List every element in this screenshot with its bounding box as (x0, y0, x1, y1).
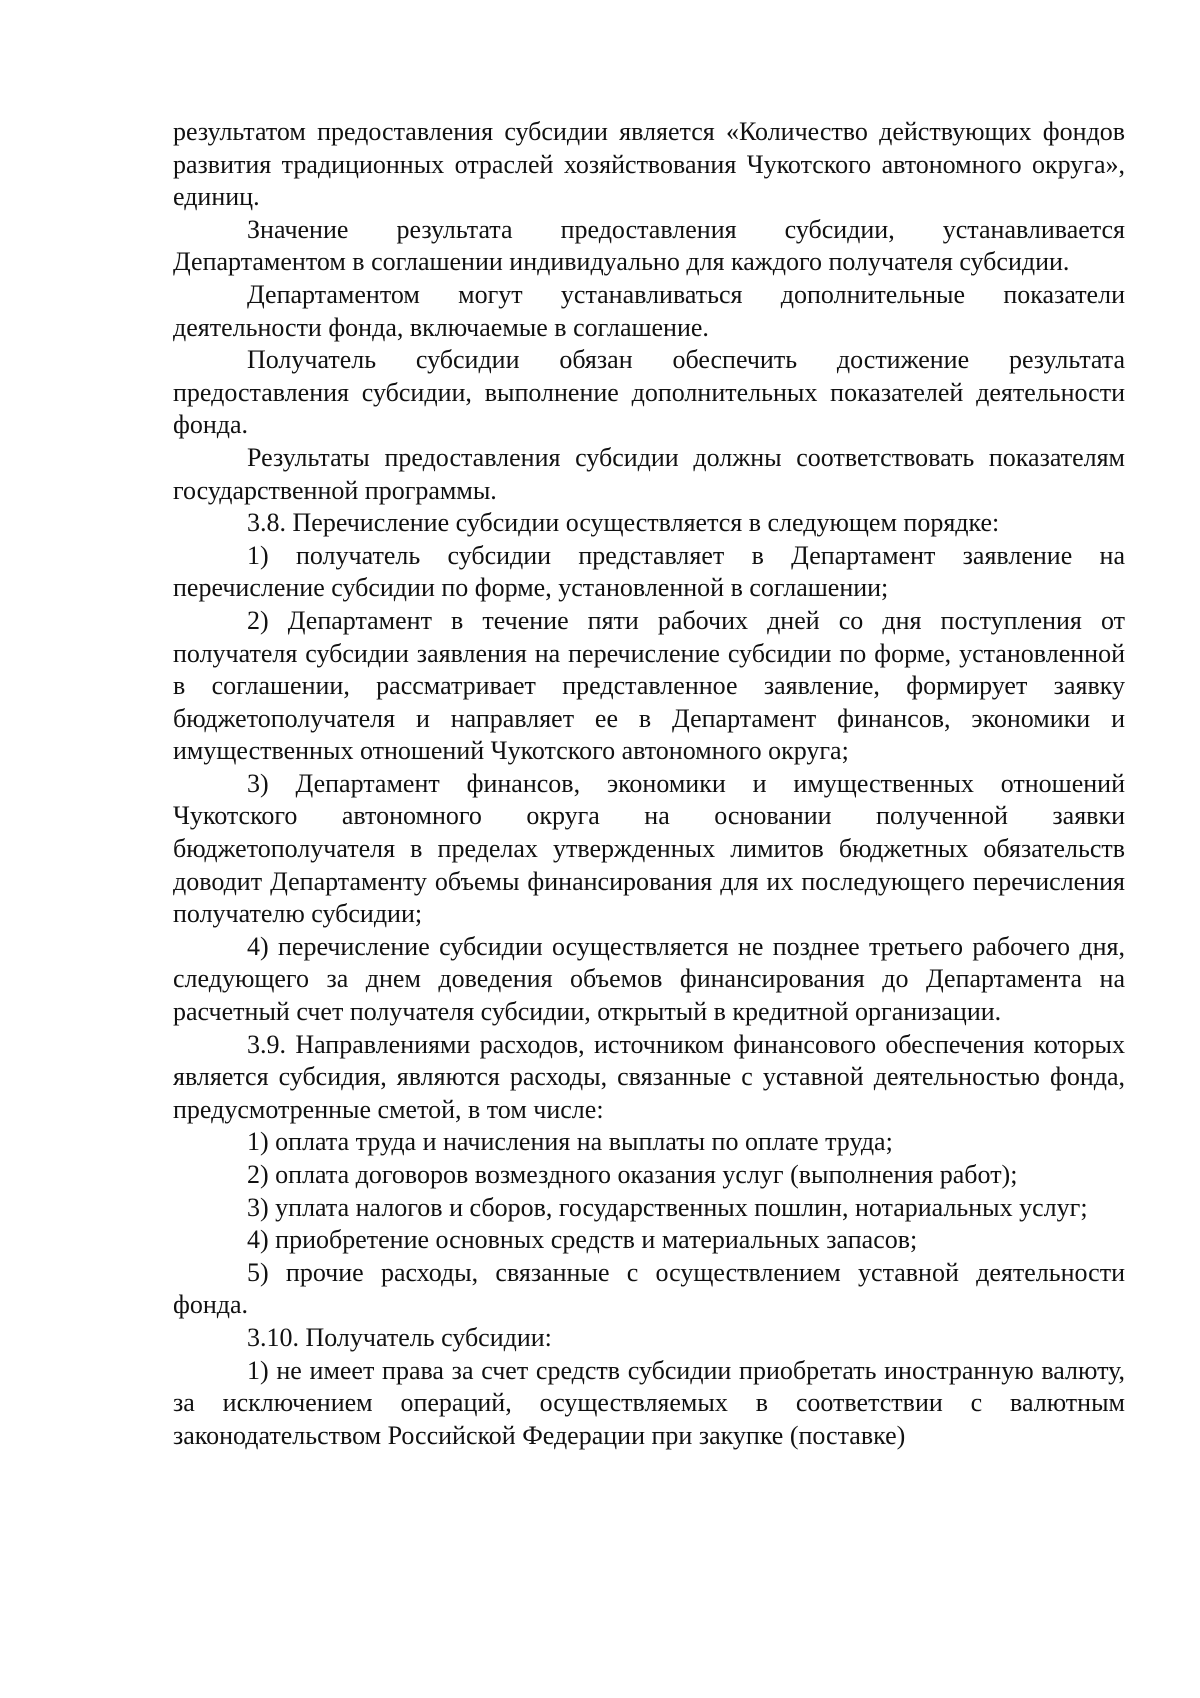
list-item-3-8-3: 3) Департамент финансов, экономики и имущественных отношений Чукотского автономного округа на основании полученной заявки бюджетополучателя в пределах утвержденных лимитов бюджетных обязательств доводит Департаменту объемы финансирования для их последующего перечисления получателю субсидии; (173, 768, 1125, 929)
list-item-3-9-1: 1) оплата труда и начисления на выплаты по оплате труда; (247, 1127, 893, 1157)
section-3-8-heading: 3.8. Перечисление субсидии осуществляется в следующем порядке: (247, 508, 1000, 538)
paragraph-results-compliance: Результаты предоставления субсидии должны соответствовать показателям государственной программы. (173, 442, 1125, 505)
list-item-3-8-1: 1) получатель субсидии представляет в Департамент заявление на перечисление субсидии по форме, установленной в соглашении; (173, 540, 1125, 603)
paragraph-result-definition: результатом предоставления субсидии является «Количество действующих фондов развития традиционных отраслей хозяйствования Чукотского автономного округа», единиц. (173, 117, 1125, 212)
section-3-9-heading: 3.9. Направлениями расходов, источником финансового обеспечения которых является субсидия, являются расходы, связанные с уставной деятельностью фонда, предусмотренные сметой, в том числе: (173, 1029, 1125, 1124)
paragraph-additional-indicators: Департаментом могут устанавливаться дополнительные показатели деятельности фонда, включаемые в соглашение. (173, 279, 1125, 342)
list-item-3-8-2: 2) Департамент в течение пяти рабочих дней со дня поступления от получателя субсидии заявления на перечисление субсидии по форме, установленной в соглашении, рассматривает представленное заявление, формирует заявку бюджетополучателя и направляет ее в Департамент финансов, экономики и имущественных отношений Чукотского автономного округа; (173, 605, 1125, 766)
list-item-3-9-2: 2) оплата договоров возмездного оказания услуг (выполнения работ); (247, 1160, 1018, 1189)
list-item-3-9-3: 3) уплата налогов и сборов, государственных пошлин, нотариальных услуг; (247, 1192, 1088, 1222)
list-item-3-9-4: 4) приобретение основных средств и материальных запасов; (247, 1225, 918, 1255)
paragraph-recipient-obligation: Получатель субсидии обязан обеспечить достижение результата предоставления субсидии, выполнение дополнительных показателей деятельности фонда. (173, 345, 1125, 440)
list-item-3-10-1: 1) не имеет права за счет средств субсидии приобретать иностранную валюту, за исключением операций, осуществляемых в соответствии с валютным законодательством Российской Федерации при закупке (поставке) (173, 1355, 1125, 1450)
list-item-3-8-4: 4) перечисление субсидии осуществляется не позднее третьего рабочего дня, следующего за днем доведения объемов финансирования до Департамента на расчетный счет получателя субсидии, открытый в кредитной организации. (173, 931, 1125, 1027)
section-3-10-heading: 3.10. Получатель субсидии: (247, 1322, 552, 1352)
paragraph-result-value: Значение результата предоставления субсидии, устанавливается Департаментом в соглашении индивидуально для каждого получателя субсидии. (173, 214, 1125, 277)
document-page (173, 116, 1125, 1452)
list-item-3-9-5: 5) прочие расходы, связанные с осуществлением уставной деятельности фонда. (173, 1257, 1125, 1320)
